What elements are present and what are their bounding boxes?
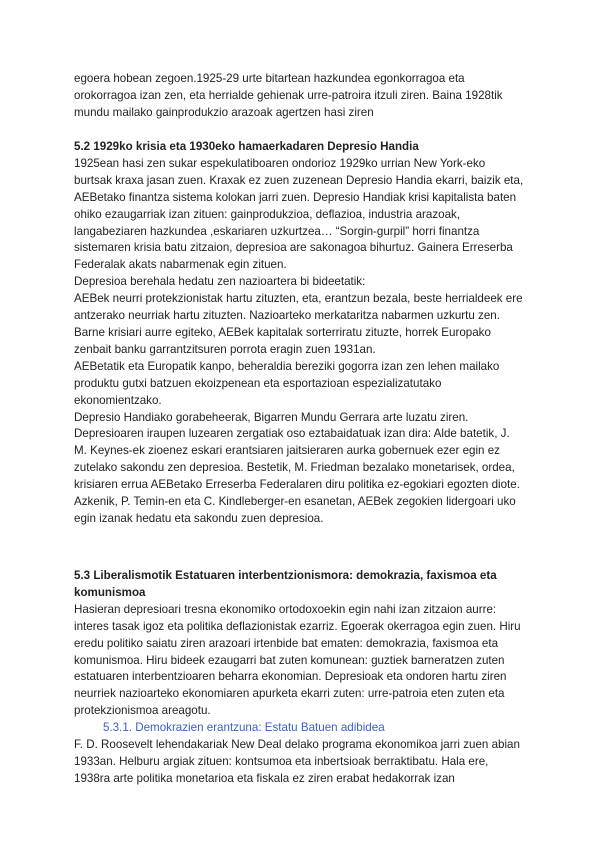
paragraph: Barne krisiari aurre egiteko, AEBek kapitalak sorterriratu zituzte, horrek Europako zenbait banku garrantzitsuren porrota eragin zuen 1931an. bbox=[74, 325, 491, 356]
intro-paragraph: egoera hobean zegoen.1925-29 urte bitartean hazkundea egonkorragoa eta orokorragoa izan zen, eta herrialde gehienak urre-patroira itzuli ziren. Baina 1928tik mundu mailako gainprodukzio arazoak agertzen hasi ziren bbox=[74, 72, 503, 119]
paragraph: F. D. Roosevelt lehendakariak New Deal delako programa ekonomikoa jarri zuen abian 1933an. Helburu argiak zituen: kontsumoa eta inbertsioak berraktibatu. Hala ere, 1938ra arte politika monetarioa eta fiskala ez ziren erabat hedakorrak izan bbox=[74, 738, 520, 785]
section-heading: 5.2 1929ko krisia eta 1930eko hamaerkadaren Depresio Handia bbox=[74, 140, 419, 153]
paragraph: Depresio Handiako gorabeheerak, Bigarren Mundu Gerrara arte luzatu ziren. Depresioaren iraupen luzearen zergatiak oso eztabaidatuak izan dira: Alde batetik, J. M. Keynes-ek zioenez eskari erantsiaren jaitsieraren aurka gobernuek ezer egin ez zutelako sakondu zen depresioa. Bestetik, M. Friedman bezalako monetarisek, ordea, krisiaren errua AEBetako Erreserba Federalaren diru politika ez-egokiari egozten diote. Azkenik, P. Temin-en eta C. Kindleberger-en esanetan, AEBek zegokien lidergoari uko egin izanak hedatu eta sakondu zuen depresioa. bbox=[74, 410, 520, 525]
paragraph: Hasieran depresioari tresna ekonomiko ortodoxoekin egin nahi izan zitzaion aurre: interes tasak igoz eta politika deflazionistak ezarriz. Egoerak okerragoa egin zuen. Hiru eredu politiko saiatu ziren arazoari irtenbide bat ematen: demokrazia, faxismoa eta komunismoa. Hiru bideek ezaugarri bat zuten komunean: guztiek barneratzen zuten estatuaren interbentzioaren beharra ekonomian. Depresioak eta ondoren hartu ziren neurriek nazioarteko ekonomiaren apurketa ekarri zuten: urre-patroia eten zuten eta protekzionismoa areagotu. bbox=[74, 602, 521, 718]
subsection-heading-link[interactable]: 5.3.1. Demokrazien erantzuna: Estatu Batuen adibidea bbox=[103, 721, 385, 735]
paragraph: AEBetatik eta Europatik kanpo, beheraldia bereziki gogorra izan zen lehen mailako produktu gutxi batzuen ekoizpenean eta esportazioan espezializatutako ekonomientzako. bbox=[74, 359, 500, 407]
intro-block bbox=[74, 71, 524, 122]
paragraph: Depresioa berehala hedatu zen nazioartera bi bideetatik: bbox=[74, 275, 366, 289]
section-heading: 5.3 Liberalismotik Estatuaren interbentzionismora: demokrazia, faxismoa eta komunismoa bbox=[74, 569, 497, 599]
paragraph: 1925ean hasi zen sukar espekulatiboaren ondorioz 1929ko urrian New York-eko burtsak kraxa jasan zuen. Kraxak ez zuen zuzenean Depresio Handia ekarri, baizik eta, AEBetako finantza sistema kolokan jarri zuen. Depresio Handiak krisi kapitalista baten ohiko ezaugarriak izan zituen: gainprodukzioa, deflazioa, industria arazoak, langabeziaren hazkundea ,eskariaren uzkurtzea… “Sorgin-gurpil” horri finantza sistemaren krisia batu zitzaion, depresioa are sakonagoa bihurtuz. Gainera Erreserba Federalak akats nabarmenak egin zituen. bbox=[74, 156, 524, 272]
section-5-3 bbox=[74, 568, 524, 788]
section-5-2 bbox=[74, 139, 524, 528]
paragraph: AEBek neurri protekzionistak hartu zituzten, eta, erantzun bezala, beste herrialdeek ere antzerako neurriak hartu zituzten. Nazioarteko merkataritza nabarmen uzkurtu zen. bbox=[74, 292, 523, 323]
